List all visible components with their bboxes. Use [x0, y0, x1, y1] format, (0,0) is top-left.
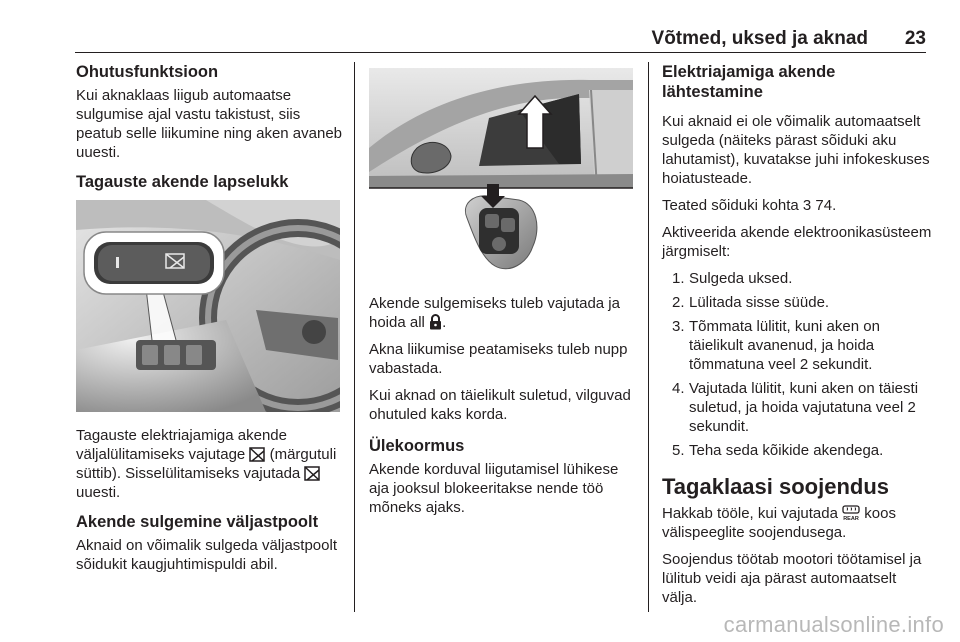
paragraph-closed: Kui aknad on täielikult suletud, vilguvad ohutuled kaks korda.	[369, 387, 631, 423]
paragraph-safety: Kui aknaklaas liigub automaatse sulgumise ajal vastu takistust, siis peatub selle liikumine ning aken avaneb uuesti.	[76, 87, 343, 161]
list-item: 5. Teha seda kõikide akendega.	[672, 442, 884, 459]
child-lock-window-icon	[249, 447, 265, 462]
child-lock-switch-illustration	[76, 200, 340, 412]
column-divider-2	[648, 62, 649, 612]
page-header	[75, 26, 926, 53]
column-divider-1	[354, 62, 355, 612]
paragraph-release: Akna liikumise peatamiseks tuleb nupp vabastada.	[369, 341, 628, 377]
heading-init: Elektriajamiga akende lähtestamine	[662, 63, 836, 101]
paragraph-init: Kui aknaid ei ole võimalik automaatselt sulgeda (näiteks pärast sõiduki aku lahutamist), kuvatakse juhi infokeskuses hoiatusteade.	[662, 113, 930, 187]
paragraph-remote-close: Aknaid on võimalik sulgeda väljastpoolt sõidukit kaugjuhtimispuldi abil.	[76, 537, 337, 573]
child-lock-window-icon	[304, 466, 320, 481]
padlock-icon	[429, 314, 442, 330]
page-number: 23	[904, 28, 926, 49]
heading-child-lock: Tagauste akende lapselukk	[76, 173, 289, 191]
list-item: 1. Sulgeda uksed.	[672, 270, 793, 287]
column-3	[662, 62, 932, 615]
heading-remote-close: Akende sulgemine väljastpoolt	[76, 513, 319, 531]
steps-list	[662, 269, 932, 460]
column-1	[76, 62, 344, 582]
section-title: Võtmed, uksed ja aknad	[651, 28, 868, 49]
paragraph-key-close: Akende sulgemiseks tuleb vajutada ja hoida all .	[369, 295, 620, 331]
column-2	[369, 62, 635, 525]
rear-window-heater-icon	[842, 505, 860, 521]
paragraph-activate: Aktiveerida akende elektroonikasüsteem järgmiselt:	[662, 224, 932, 260]
watermark: carmanualsonline.info	[723, 612, 944, 637]
list-item: 3. Tõmmata lülitit, kuni aken on täielikult avanenud, ja hoida tõmmatuna veel 2 sekundit.	[672, 318, 880, 373]
svg-text:REAR: REAR	[843, 516, 859, 521]
list-item: 4. Vajutada lülitit, kuni aken on täiesti suletud, ja hoida vajutatuna veel 2 sekundit.	[672, 380, 919, 435]
paragraph-overload: Akende korduval liigutamisel lühikese aja jooksul blokeeritakse nende töö mõneks ajaks.	[369, 461, 619, 516]
paragraph-rear-heater: Hakkab tööle, kui vajutada REAR koos välispeeglite soojendusega.	[662, 505, 896, 541]
paragraph-child-lock: Tagauste elektriajamiga akende väljalülitamiseks vajutage (märgutuli süttib). Sisselülitamiseks vajutada uuesti.	[76, 427, 337, 501]
key-fob-window-illustration	[369, 68, 633, 284]
list-item: 2. Lülitada sisse süüde.	[672, 294, 830, 311]
heading-safety: Ohutusfunktsioon	[76, 63, 219, 81]
paragraph-reference: Teated sõiduki kohta 3 74.	[662, 197, 837, 214]
heading-rear-heater: Tagaklaasi soojendus	[662, 474, 890, 499]
heading-overload: Ülekoormus	[369, 437, 465, 455]
paragraph-rear-heater-auto: Soojendus töötab mootori töötamisel ja lülitub veidi aja pärast automaatselt välja.	[662, 551, 922, 606]
